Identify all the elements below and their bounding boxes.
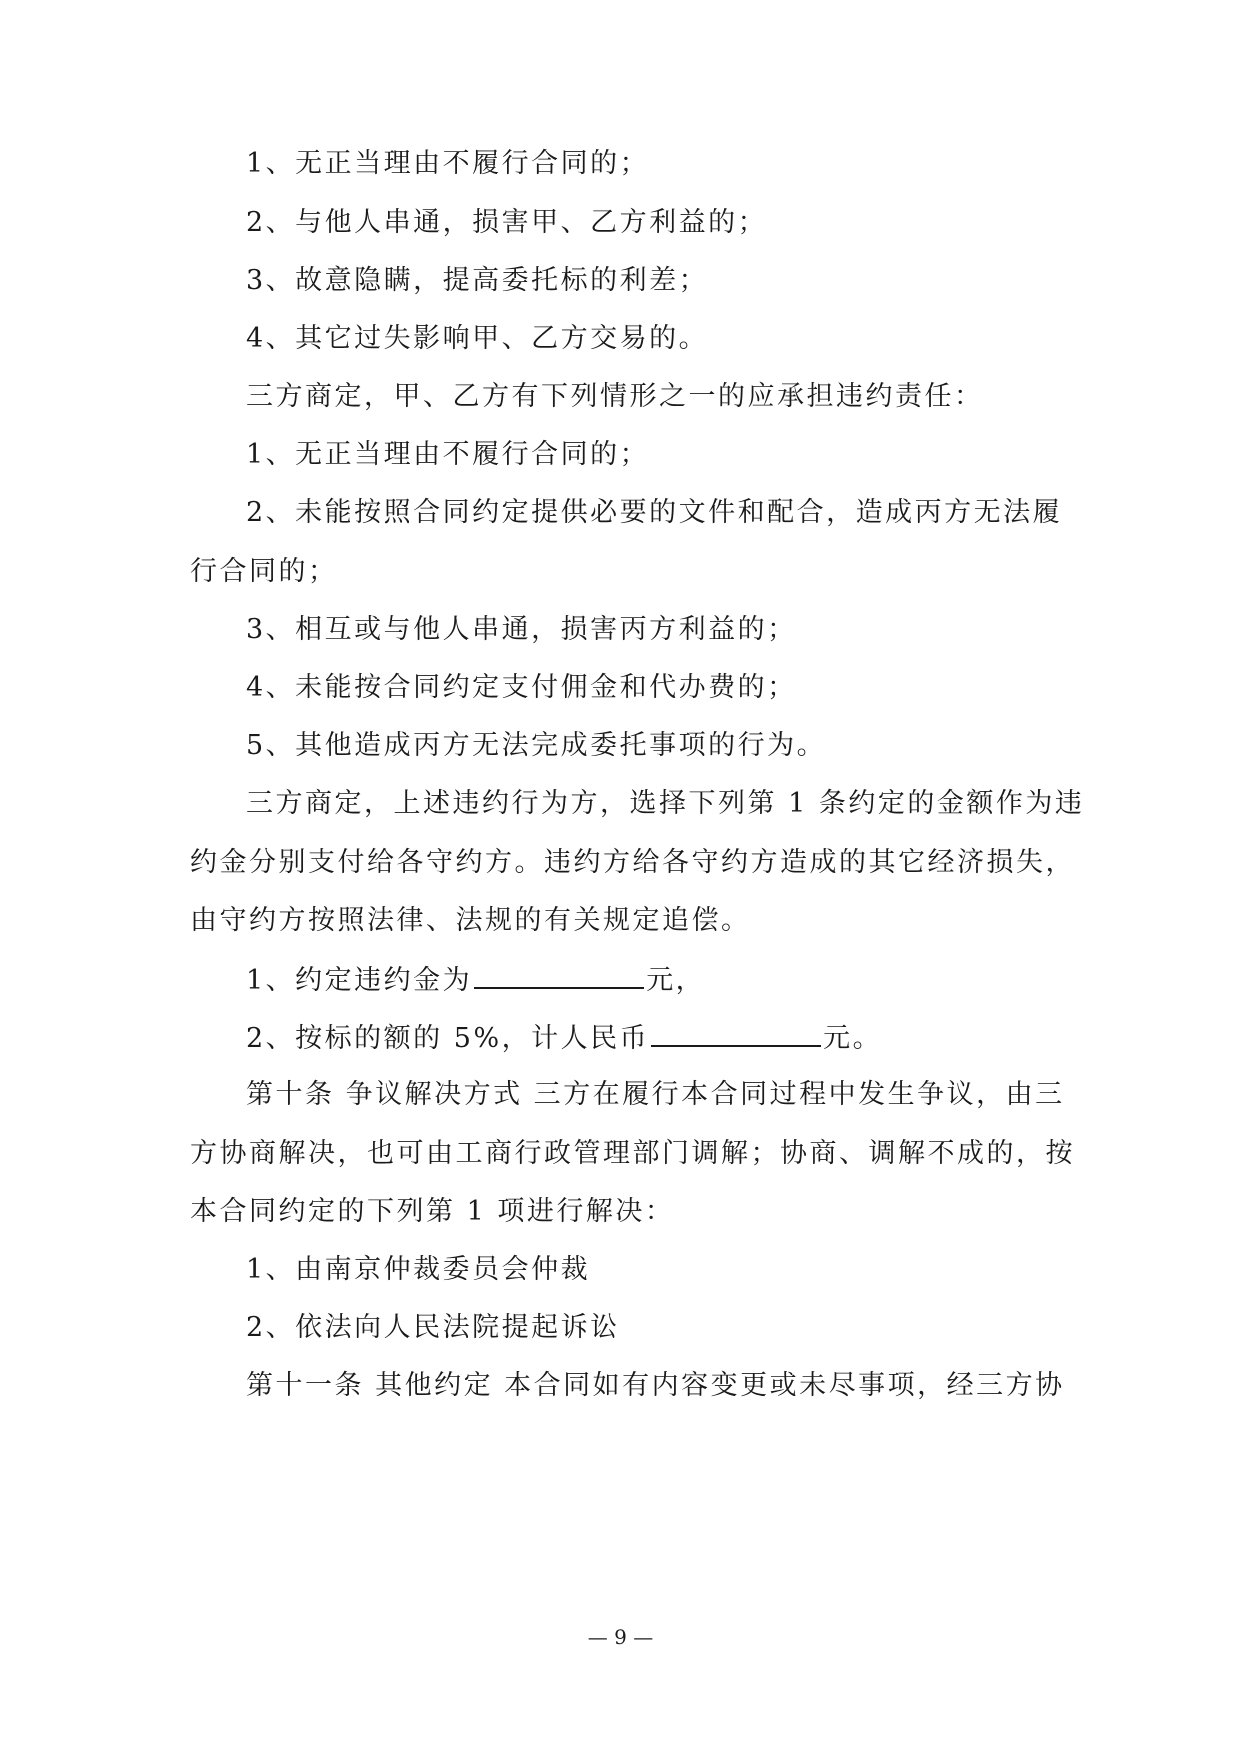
clause-item: 1、由南京仲裁委员会仲裁 — [246, 1254, 591, 1285]
paragraph-line: 三方商定，甲、乙方有下列情形之一的应承担违约责任： — [246, 381, 984, 412]
clause-item: 4、其它过失影响甲、乙方交易的。 — [246, 323, 709, 354]
penalty-suffix: 元， — [646, 965, 706, 996]
article-ten-heading: 第十条 争议解决方式 三方在履行本合同过程中发生争议，由三 — [246, 1079, 1065, 1110]
paragraph-line: 约金分别支付给各守约方。违约方给各守约方造成的其它经济损失， — [190, 847, 1075, 878]
paragraph-line: 方协商解决，也可由工商行政管理部门调解；协商、调解不成的，按 — [190, 1138, 1075, 1169]
clause-item: 2、未能按照合同约定提供必要的文件和配合，造成丙方无法履 — [246, 497, 1063, 528]
penalty-amount-blank — [474, 965, 644, 989]
penalty-percent-prefix: 2、按标的额的 5%，计人民币 — [246, 1023, 650, 1054]
paragraph-line: 行合同的； — [190, 556, 338, 587]
clause-item: 2、与他人串通，损害甲、乙方利益的； — [246, 207, 768, 238]
paragraph-line: 由守约方按照法律、法规的有关规定追偿。 — [190, 905, 751, 936]
clause-item: 3、故意隐瞒，提高委托标的利差； — [246, 265, 709, 296]
clause-item: 3、相互或与他人串通，损害丙方利益的； — [246, 614, 797, 645]
clause-item: 1、无正当理由不履行合同的； — [246, 148, 650, 179]
penalty-percent-line — [246, 1023, 882, 1052]
clause-item: 5、其他造成丙方无法完成委托事项的行为。 — [246, 730, 827, 761]
page-number: — 9 — — [587, 1625, 654, 1649]
penalty-percent-suffix: 元。 — [823, 1023, 883, 1054]
penalty-prefix: 1、约定违约金为 — [246, 965, 473, 996]
paragraph-line: 三方商定，上述违约行为方，选择下列第 1 条约定的金额作为违 — [246, 788, 1085, 819]
article-eleven-heading: 第十一条 其他约定 本合同如有内容变更或未尽事项，经三方协 — [246, 1370, 1065, 1401]
paragraph-line: 本合同约定的下列第 1 项进行解决： — [190, 1196, 675, 1227]
clause-item: 1、无正当理由不履行合同的； — [246, 439, 650, 470]
clause-item: 2、依法向人民法院提起诉讼 — [246, 1312, 620, 1343]
penalty-rmb-blank — [651, 1023, 821, 1047]
clause-item: 4、未能按合同约定支付佣金和代办费的； — [246, 672, 797, 703]
penalty-amount-line — [246, 965, 705, 994]
